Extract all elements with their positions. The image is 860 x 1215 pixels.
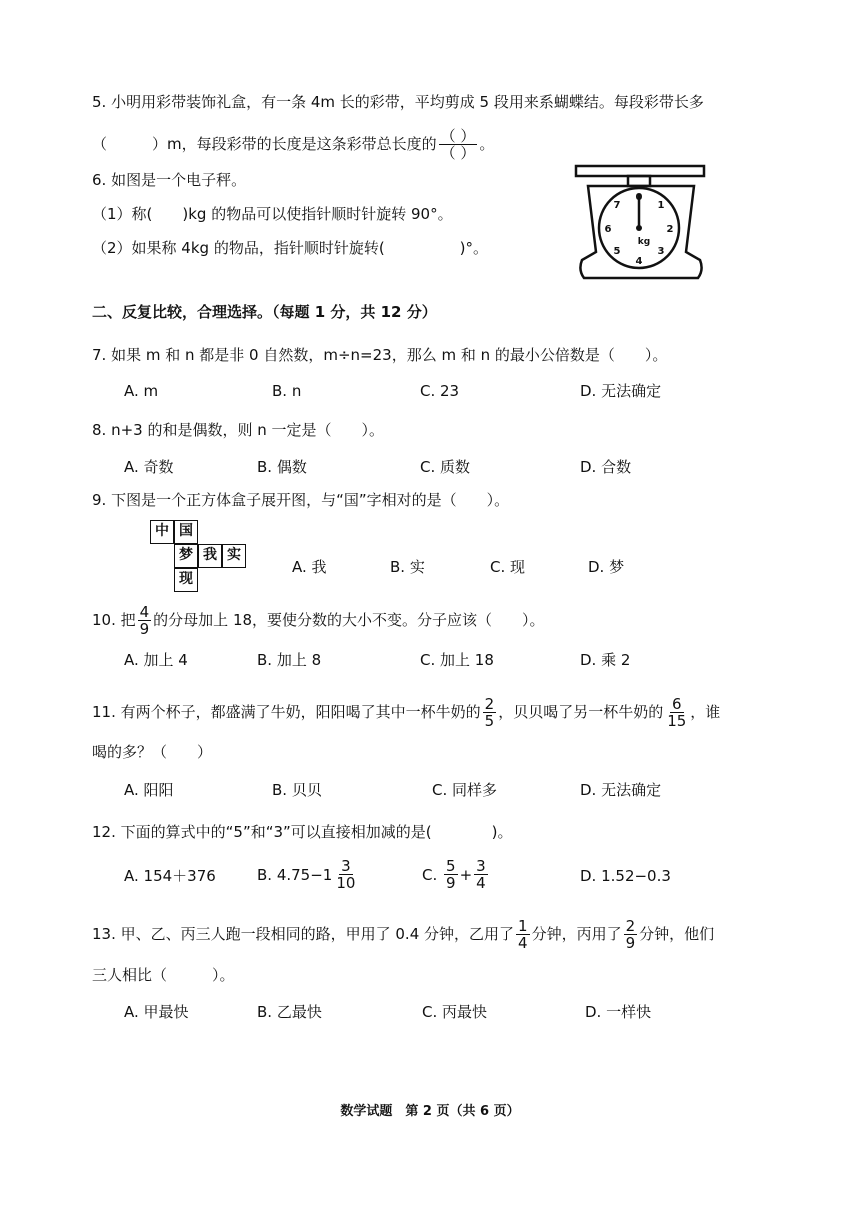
q10-frac-num: 4 (139, 603, 150, 621)
scale-number-3: 3 (657, 246, 665, 257)
q10-option-d[interactable]: D. 乘 2 (580, 651, 631, 669)
q12-optC-fraction-1 (444, 858, 458, 891)
q11-fraction-2 (665, 696, 688, 729)
scale-number-0: 0 (635, 192, 643, 203)
q10-frac-den: 9 (139, 620, 150, 638)
q13-option-b[interactable]: B. 乙最快 (257, 1003, 322, 1021)
q6-title: 6. 如图是一个电子秤。 (92, 171, 247, 189)
q13-mid: 分钟，丙用了 (531, 925, 622, 943)
q11-option-c[interactable]: C. 同样多 (432, 781, 498, 799)
q7-option-b[interactable]: B. n (272, 382, 302, 400)
q13-f2-num: 2 (625, 917, 636, 935)
scale-number-4: 4 (635, 256, 643, 267)
scale-number-1: 1 (657, 200, 665, 211)
q10-option-b[interactable]: B. 加上 8 (257, 651, 322, 669)
cube-net-cell: 国 (174, 520, 198, 544)
scale-unit-label: kg (637, 237, 651, 247)
q5-answer-fraction (439, 128, 478, 161)
q9-option-a[interactable]: A. 我 (292, 558, 327, 576)
cube-net-cell: 中 (150, 520, 174, 544)
q10-fraction (138, 604, 152, 637)
q8-text: 8. n+3 的和是偶数，则 n 一定是（ ）。 (92, 421, 385, 439)
q10-text (92, 604, 545, 637)
q9-text: 9. 下图是一个正方体盒子展开图，与“国”字相对的是（ ）。 (92, 491, 510, 509)
q8-option-d[interactable]: D. 合数 (580, 458, 632, 476)
electronic-scale-icon (566, 160, 716, 288)
scale-number-6: 6 (604, 224, 612, 235)
q5-line2-end: 。 (479, 135, 495, 153)
q5-frac-num[interactable]: （ ） (440, 127, 476, 145)
scale-number-2: 2 (666, 224, 674, 235)
q13-line1 (92, 918, 714, 951)
q11-f1-den: 5 (484, 712, 495, 730)
q11-f1-num: 2 (484, 695, 495, 713)
q12-optC-fraction-2 (474, 858, 488, 891)
q11-option-d[interactable]: D. 无法确定 (580, 781, 662, 799)
q13-f1-num: 1 (518, 917, 528, 935)
q13-f1-den: 4 (518, 934, 528, 952)
q10-option-c[interactable]: C. 加上 18 (420, 651, 494, 669)
q5-line2-text: （ ）m，每段彩带的长度是这条彩带总长度的 (92, 135, 437, 153)
q13-f2-den: 9 (625, 934, 636, 952)
q8-option-a[interactable]: A. 奇数 (124, 458, 174, 476)
q10-pre: 10. 把 (92, 611, 136, 629)
page-footer: 数学试题 第 2 页（共 6 页） (340, 1104, 520, 1119)
q13-option-c[interactable]: C. 丙最快 (422, 1003, 488, 1021)
q8-option-c[interactable]: C. 质数 (420, 458, 471, 476)
q11-option-a[interactable]: A. 阳阳 (124, 781, 174, 799)
scale-number-7: 7 (613, 200, 621, 211)
q12-optC-n1: 5 (446, 857, 456, 875)
cube-net-cell: 现 (174, 568, 198, 592)
q8-option-b[interactable]: B. 偶数 (257, 458, 307, 476)
q11-pre: 11. 有两个杯子，都盛满了牛奶，阳阳喝了其中一杯牛奶的 (92, 703, 481, 721)
q13-fraction-1 (516, 918, 530, 951)
q12-optC-d1: 9 (446, 874, 456, 892)
q12-optB-text: B. 4.75−1 (257, 865, 333, 884)
q5-line2 (92, 128, 494, 161)
q5-frac-den[interactable]: （ ） (440, 144, 476, 162)
q13-fraction-2 (624, 918, 638, 951)
q12-option-d[interactable]: D. 1.52−0.3 (580, 867, 671, 885)
q11-f2-den: 15 (667, 712, 687, 730)
q12-option-a[interactable]: A. 154＋376 (124, 867, 216, 885)
q12-optB-den: 10 (336, 874, 356, 892)
q9-option-d[interactable]: D. 梦 (588, 558, 625, 576)
q12-optC-d2: 4 (476, 874, 486, 892)
q13-option-a[interactable]: A. 甲最快 (124, 1003, 189, 1021)
q12-text: 12. 下面的算式中的“5”和“3”可以直接相加减的是( )。 (92, 823, 513, 841)
q7-option-d[interactable]: D. 无法确定 (580, 382, 662, 400)
q12-optC-n2: 3 (476, 857, 486, 875)
q11-mid: ，贝贝喝了另一杯牛奶的 (498, 703, 664, 721)
q7-option-c[interactable]: C. 23 (420, 382, 460, 400)
q11-fraction-1 (483, 696, 497, 729)
cube-net-cell: 实 (222, 544, 246, 568)
q11-line2: 喝的多？（ ） (92, 743, 213, 761)
q7-option-a[interactable]: A. m (124, 382, 159, 400)
section2-heading: 二、反复比较，合理选择。（每题 1 分，共 12 分） (92, 303, 437, 321)
q11-option-b[interactable]: B. 贝贝 (272, 781, 322, 799)
q12-optC-operator: + (459, 865, 473, 884)
q13-post: 分钟，他们 (639, 925, 715, 943)
cube-net-cell: 梦 (174, 544, 198, 568)
q11-post: ，谁 (690, 703, 721, 721)
cube-net-cell: 我 (198, 544, 222, 568)
q12-optB-num: 3 (341, 857, 351, 875)
q12-option-c[interactable] (422, 858, 490, 891)
q13-option-d[interactable]: D. 一样快 (585, 1003, 652, 1021)
q6-sub2: （2）如果称 4kg 的物品，指针顺时针旋转( )°。 (92, 239, 489, 257)
q10-option-a[interactable]: A. 加上 4 (124, 651, 188, 669)
q12-optB-fraction (334, 858, 357, 891)
scale-number-5: 5 (613, 246, 621, 257)
q12-optC-label: C. (422, 865, 438, 884)
q10-post: 的分母加上 18，要使分数的大小不变。分子应该（ ）。 (153, 611, 545, 629)
q13-line2: 三人相比（ ）。 (92, 966, 235, 984)
q6-sub1: （1）称( )kg 的物品可以使指针顺时针旋转 90°。 (92, 205, 453, 223)
q11-line1 (92, 696, 720, 729)
q7-text: 7. 如果 m 和 n 都是非 0 自然数，m÷n=23，那么 m 和 n 的最小公倍数是（ ）。 (92, 346, 668, 364)
q12-option-b[interactable] (257, 858, 359, 891)
q9-option-b[interactable]: B. 实 (390, 558, 425, 576)
q9-option-c[interactable]: C. 现 (490, 558, 526, 576)
q5-line1: 5. 小明用彩带装饰礼盒，有一条 4m 长的彩带，平均剪成 5 段用来系蝴蝶结。每段彩带长多 (92, 93, 704, 111)
q11-f2-num: 6 (671, 695, 682, 713)
q13-pre: 13. 甲、乙、丙三人跑一段相同的路，甲用了 0.4 分钟，乙用了 (92, 925, 515, 943)
